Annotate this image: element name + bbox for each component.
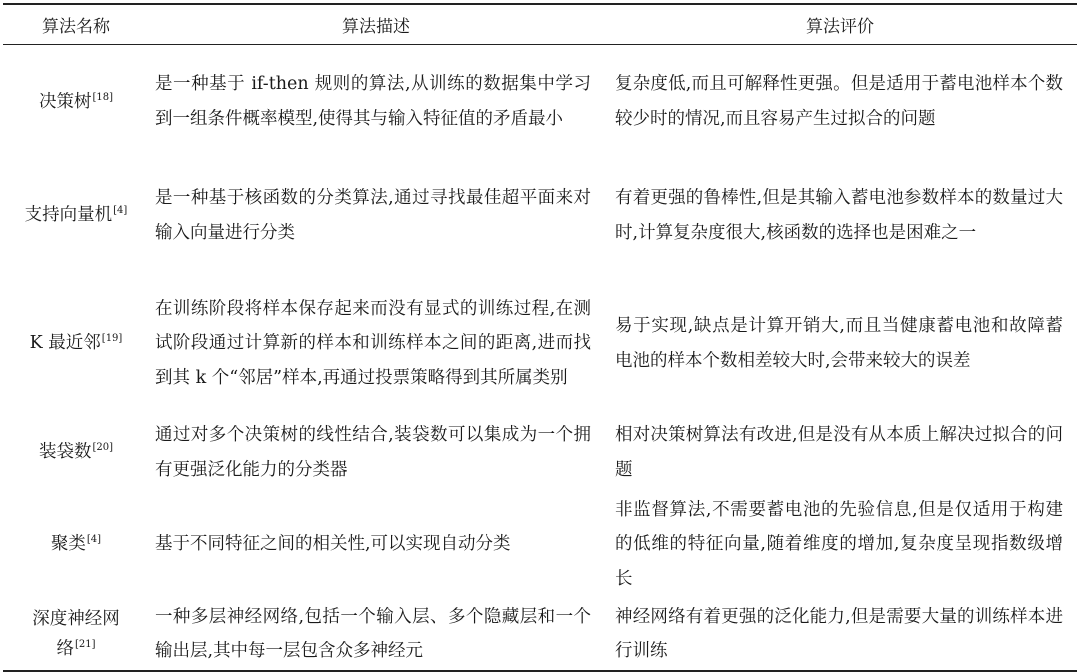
table-row [3,599,1077,671]
header-algorithm-evaluation: 算法评价 [806,17,874,37]
table-row [3,273,1077,415]
table-body [3,45,1077,671]
algorithm-comparison-table [3,3,1077,672]
algorithm-description-cell: 基于不同特征之间的相关性,可以实现自动分类 [155,534,511,555]
algorithm-name-cell [3,45,149,159]
algorithm-name: 决策树 [38,91,92,112]
algorithm-comparison-table-wrapper [3,3,1077,672]
algorithm-name: K 最近邻 [29,333,101,354]
algorithm-evaluation-cell: 神经网络有着更强的泛化能力,但是需要大量的训练样本进行训练 [615,606,1063,661]
citation-ref: [21] [74,639,96,650]
algorithm-description-cell: 是一种基于 if-then 规则的算法,从训练的数据集中学习到一组条件概率模型,使得其与输入特征值的矛盾最小 [155,74,591,129]
table-row [3,45,1077,159]
algorithm-description-cell: 一种多层神经网络,包括一个输入层、多个隐藏层和一个输出层,其中每一层包含众多神经元 [155,606,591,661]
table-row [3,159,1077,273]
citation-ref: [18] [92,91,114,103]
algorithm-evaluation-cell: 非监督算法,不需要蓄电池的先验信息,但是仅适用于构建的低维的特征向量,随着维度的增加,复杂度呈现指数级增长 [615,499,1063,589]
citation-ref: [4] [86,534,102,546]
algorithm-name: 装袋数 [38,442,92,463]
algorithm-description-cell: 在训练阶段将样本保存起来而没有显式的训练过程,在测试阶段通过计算新的样本和训练样本之间的距离,进而找到其 k 个“邻居”样本,再通过投票策略得到其所属类别 [155,298,591,388]
algorithm-description-cell: 是一种基于核函数的分类算法,通过寻找最佳超平面来对输入向量进行分类 [155,188,591,243]
algorithm-evaluation-cell: 相对决策树算法有改进,但是没有从本质上解决过拟合的问题 [615,425,1063,480]
table-row [3,415,1077,491]
algorithm-name-cell [3,491,149,599]
algorithm-evaluation-cell: 易于实现,缺点是计算开销大,而且当健康蓄电池和故障蓄电池的样本个数相差较大时,会带来较大的误差 [615,316,1063,371]
algorithm-name: 深度神经网络 [32,609,120,659]
table-row [3,491,1077,599]
header-algorithm-description: 算法描述 [342,17,410,37]
algorithm-name-cell [3,159,149,273]
algorithm-evaluation-cell: 复杂度低,而且可解释性更强。但是适用于蓄电池样本个数较少时的情况,而且容易产生过拟合的问题 [615,74,1063,129]
citation-ref: [4] [113,205,128,217]
citation-ref: [19] [101,333,123,345]
algorithm-name-cell [3,599,149,671]
algorithm-name-cell [3,273,149,415]
algorithm-description-cell: 通过对多个决策树的线性结合,装袋数可以集成为一个拥有更强泛化能力的分类器 [155,425,591,480]
header-row [3,4,1077,45]
table-header [3,4,1077,45]
algorithm-evaluation-cell: 有着更强的鲁棒性,但是其输入蓄电池参数样本的数量过大时,计算复杂度很大,核函数的选择也是困难之一 [615,188,1063,243]
algorithm-name: 支持向量机 [24,205,113,226]
algorithm-name-cell [3,415,149,491]
citation-ref: [20] [92,442,114,454]
algorithm-name: 聚类 [50,534,86,555]
header-algorithm-name: 算法名称 [42,17,110,37]
